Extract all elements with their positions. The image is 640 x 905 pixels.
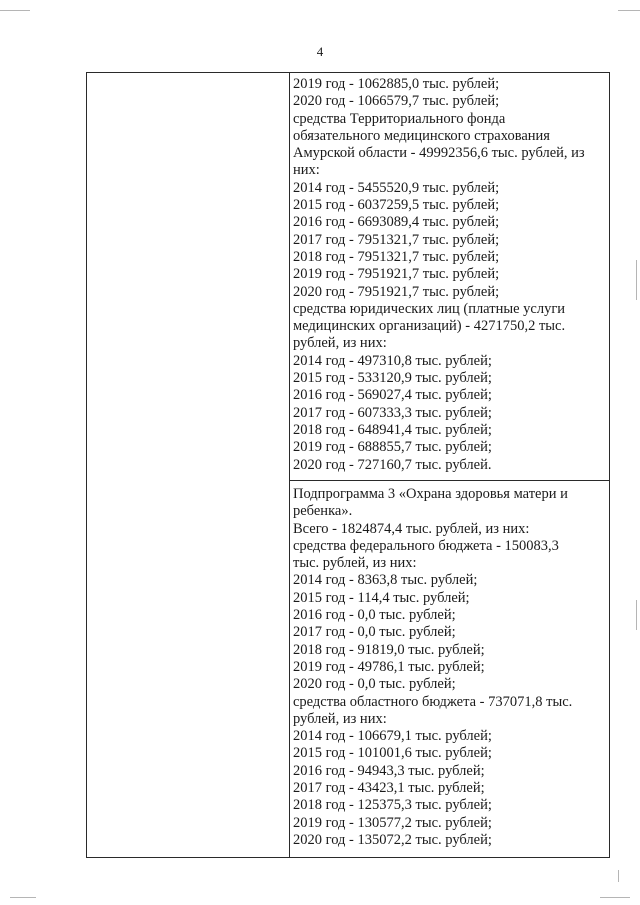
text-line: 2017 год - 607333,3 тыс. рублей; [293,404,492,421]
text-line: 2018 год - 125375,3 тыс. рублей; [293,797,492,814]
text-line: обязательного медицинского страхования [293,127,550,144]
text-line: 2015 год - 533120,9 тыс. рублей; [293,370,492,387]
text-line: 2019 год - 49786,1 тыс. рублей; [293,658,485,675]
scan-artifact [636,260,637,300]
text-line: 2019 год - 130577,2 тыс. рублей; [293,814,492,831]
scan-artifact [0,10,30,11]
text-line: них: [293,162,320,179]
text-line: 2017 год - 7951321,7 тыс. рублей; [293,231,500,248]
text-line: 2016 год - 6693089,4 тыс. рублей; [293,214,500,231]
text-line: средства юридических лиц (платные услуги [293,300,566,317]
text-line: 2020 год - 727160,7 тыс. рублей. [293,456,492,473]
page-number: 4 [316,44,324,59]
text-line: Подпрограмма 3 «Охрана здоровья матери и [293,486,568,502]
scan-artifact [618,870,619,882]
text-line: 2014 год - 5455520,9 тыс. рублей; [293,179,500,196]
text-line: средства федерального бюджета - 150083,3 [293,537,559,554]
text-line: 2020 год - 0,0 тыс. рублей; [293,676,456,693]
scan-artifact [600,897,630,898]
text-line: медицинских организаций) - 4271750,2 тыс. [293,318,566,335]
text-line: 2018 год - 91819,0 тыс. рублей; [293,641,485,658]
text-line: средства областного бюджета - 737071,8 тыс. [293,693,573,710]
text-line: 2017 год - 43423,1 тыс. рублей; [293,780,485,797]
scan-artifact [618,10,640,11]
funding-cell-continuation [293,76,605,474]
text-line: 2015 год - 114,4 тыс. рублей; [293,589,470,606]
text-line: 2018 год - 7951321,7 тыс. рублей; [293,248,500,265]
column-divider [289,73,290,857]
funding-cell-subprogram-3 [293,486,605,849]
text-line: средства Территориального фонда [293,110,506,127]
row-divider [289,480,609,481]
text-line: 2017 год - 0,0 тыс. рублей; [293,624,456,641]
text-line: 2019 год - 688855,7 тыс. рублей; [293,439,492,456]
text-line: рублей, из них: [293,710,387,727]
funding-table [86,72,610,858]
text-line: Амурской области - 49992356,6 тыс. рублей, из [293,145,585,162]
text-line: 2020 год - 135072,2 тыс. рублей; [293,831,492,848]
text-line: 2020 год - 1066579,7 тыс. рублей; [293,93,500,110]
text-line: ребенка». [293,503,353,520]
text-line: 2018 год - 648941,4 тыс. рублей; [293,421,492,438]
text-line: 2016 год - 0,0 тыс. рублей; [293,607,456,624]
text-line: 2014 год - 106679,1 тыс. рублей; [293,728,492,745]
scan-artifact [10,897,36,898]
text-line: 2020 год - 7951921,7 тыс. рублей; [293,283,500,300]
text-line: 2014 год - 497310,8 тыс. рублей; [293,352,492,369]
text-line: 2019 год - 1062885,0 тыс. рублей; [293,76,500,92]
text-line: Всего - 1824874,4 тыс. рублей, из них: [293,520,530,537]
text-line: 2019 год - 7951921,7 тыс. рублей; [293,266,500,283]
text-line: 2014 год - 8363,8 тыс. рублей; [293,572,478,589]
text-line: 2016 год - 569027,4 тыс. рублей; [293,387,492,404]
text-line: 2016 год - 94943,3 тыс. рублей; [293,762,485,779]
scan-artifact [636,600,637,630]
text-line: 2015 год - 101001,6 тыс. рублей; [293,745,492,762]
text-line: 2015 год - 6037259,5 тыс. рублей; [293,197,500,214]
text-line: тыс. рублей, из них: [293,555,417,572]
text-line: рублей, из них: [293,335,387,352]
